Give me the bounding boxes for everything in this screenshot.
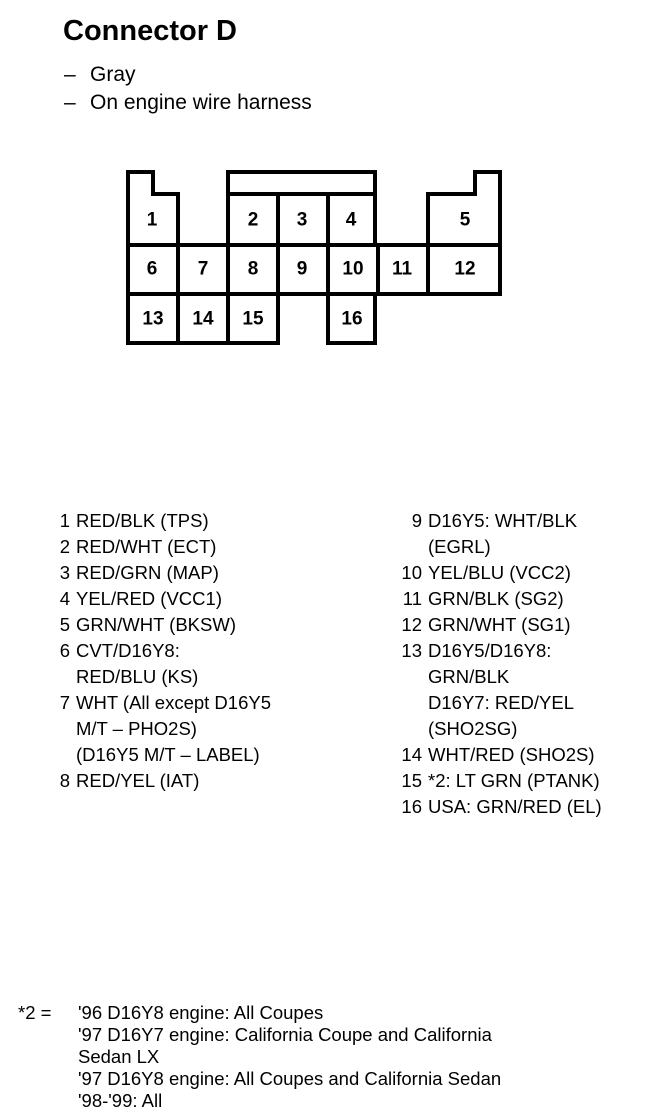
pin-description-line: GRN/BLK (SG2) xyxy=(428,588,564,609)
pin-row xyxy=(40,534,370,560)
pin-description xyxy=(428,742,595,768)
pin-description-line: GRN/BLK xyxy=(428,666,510,687)
note-color-text: Gray xyxy=(90,63,136,86)
pin-row xyxy=(392,586,662,612)
pin-description xyxy=(76,586,222,612)
connector-pin-7: 7 xyxy=(197,258,209,280)
pin-row xyxy=(40,768,370,794)
page-title: Connector D xyxy=(63,15,237,47)
connector-diagram xyxy=(0,0,672,480)
pin-number: 7 xyxy=(59,692,70,713)
connector-pin-1: 1 xyxy=(146,209,158,231)
pin-description xyxy=(76,612,236,638)
pin-description-line: YEL/BLU (VCC2) xyxy=(428,562,571,583)
pin-description xyxy=(428,508,577,560)
connector-pin-2: 2 xyxy=(247,209,259,231)
pin-row xyxy=(40,690,370,768)
pin-description xyxy=(76,534,216,560)
pin-row xyxy=(392,612,662,638)
footnote-line: '97 D16Y8 engine: All Coupes and California Sedan xyxy=(78,1068,502,1089)
connector-pin-5: 5 xyxy=(459,209,471,231)
pin-number: 10 xyxy=(401,562,422,583)
pin-row xyxy=(392,768,662,794)
pin-row xyxy=(392,508,662,560)
pin-number: 4 xyxy=(59,588,70,609)
pin-description-line: D16Y5/D16Y8: xyxy=(428,640,552,661)
connector-outline xyxy=(128,172,500,343)
connector-pin-10: 10 xyxy=(342,258,364,280)
connector-pin-8: 8 xyxy=(247,258,259,280)
footnote-line: '98-'99: All xyxy=(78,1090,163,1111)
pin-description xyxy=(76,560,219,586)
connector-pin-16: 16 xyxy=(341,308,363,330)
pin-description xyxy=(428,794,602,820)
pin-row xyxy=(40,586,370,612)
connector-pin-4: 4 xyxy=(345,209,357,231)
connector-pin-15: 15 xyxy=(242,308,264,330)
pin-number: 6 xyxy=(59,640,70,661)
footnote-line: Sedan LX xyxy=(78,1046,160,1067)
pin-number: 9 xyxy=(411,510,422,531)
pin-description xyxy=(428,768,600,794)
pin-description xyxy=(76,508,209,534)
connector-pin-3: 3 xyxy=(296,209,308,231)
pin-number: 16 xyxy=(401,796,422,817)
pin-number: 3 xyxy=(59,562,70,583)
pin-number: 11 xyxy=(402,588,422,609)
footnote-line: '96 D16Y8 engine: All Coupes xyxy=(78,1002,324,1023)
pin-description-line: RED/YEL (IAT) xyxy=(76,770,200,791)
pin-description-line: (D16Y5 M/T – LABEL) xyxy=(76,744,260,765)
pin-description xyxy=(428,560,571,586)
pin-description-line: *2: LT GRN (PTANK) xyxy=(428,770,600,791)
pin-number: 14 xyxy=(401,744,422,765)
pin-number: 12 xyxy=(401,614,422,635)
pin-description-line: YEL/RED (VCC1) xyxy=(76,588,222,609)
pin-description-line: (EGRL) xyxy=(428,536,491,557)
pin-number: 1 xyxy=(59,510,70,531)
pin-description xyxy=(428,586,564,612)
pin-row xyxy=(40,612,370,638)
pin-description-line: CVT/D16Y8: xyxy=(76,640,180,661)
pin-number: 5 xyxy=(59,614,70,635)
pin-description-line: USA: GRN/RED (EL) xyxy=(428,796,602,817)
pin-row xyxy=(392,560,662,586)
pin-description-line: M/T – PHO2S) xyxy=(76,718,197,739)
footnote xyxy=(18,1002,501,1112)
pin-description-line: GRN/WHT (SG1) xyxy=(428,614,571,635)
pin-description xyxy=(428,612,571,638)
note-dash: – xyxy=(64,63,76,86)
connector-pin-9: 9 xyxy=(296,258,308,280)
pin-row xyxy=(392,742,662,768)
pin-description-line: WHT/RED (SHO2S) xyxy=(428,744,595,765)
pin-description-line: RED/WHT (ECT) xyxy=(76,536,217,557)
pin-list-right xyxy=(392,508,662,820)
footnote-line: '97 D16Y7 engine: California Coupe and California xyxy=(78,1024,492,1045)
connector-pin-14: 14 xyxy=(192,308,214,330)
connector-pin-11: 11 xyxy=(391,258,413,280)
pin-description-line: RED/BLU (KS) xyxy=(76,666,199,687)
pin-description-line: WHT (All except D16Y5 xyxy=(76,692,271,713)
pin-description-line: GRN/WHT (BKSW) xyxy=(76,614,236,635)
pin-row xyxy=(392,794,662,820)
footnote-lines xyxy=(78,1002,501,1112)
pin-number: 13 xyxy=(401,640,422,661)
pin-description-line: RED/BLK (TPS) xyxy=(76,510,209,531)
footnote-mark: *2 = xyxy=(18,1002,52,1023)
pin-description xyxy=(76,768,199,794)
pin-description-line: (SHO2SG) xyxy=(428,718,518,739)
pin-description-line: D16Y7: RED/YEL xyxy=(428,692,575,713)
pin-row xyxy=(40,508,370,534)
note-dash: – xyxy=(64,91,76,114)
pin-description xyxy=(76,638,198,690)
pin-row xyxy=(40,560,370,586)
connector-pin-12: 12 xyxy=(454,258,476,280)
pin-row xyxy=(392,638,662,742)
pin-number: 2 xyxy=(59,536,70,557)
pin-description xyxy=(428,638,574,742)
pin-description-line: RED/GRN (MAP) xyxy=(76,562,219,583)
pin-list-left xyxy=(40,508,370,794)
pin-description-line: D16Y5: WHT/BLK xyxy=(428,510,578,531)
pin-row xyxy=(40,638,370,690)
pin-number: 8 xyxy=(59,770,70,791)
pin-description xyxy=(76,690,271,768)
connector-pin-6: 6 xyxy=(146,258,158,280)
connector-pin-13: 13 xyxy=(142,308,164,330)
note-location-text: On engine wire harness xyxy=(90,91,312,114)
pin-number: 15 xyxy=(401,770,422,791)
